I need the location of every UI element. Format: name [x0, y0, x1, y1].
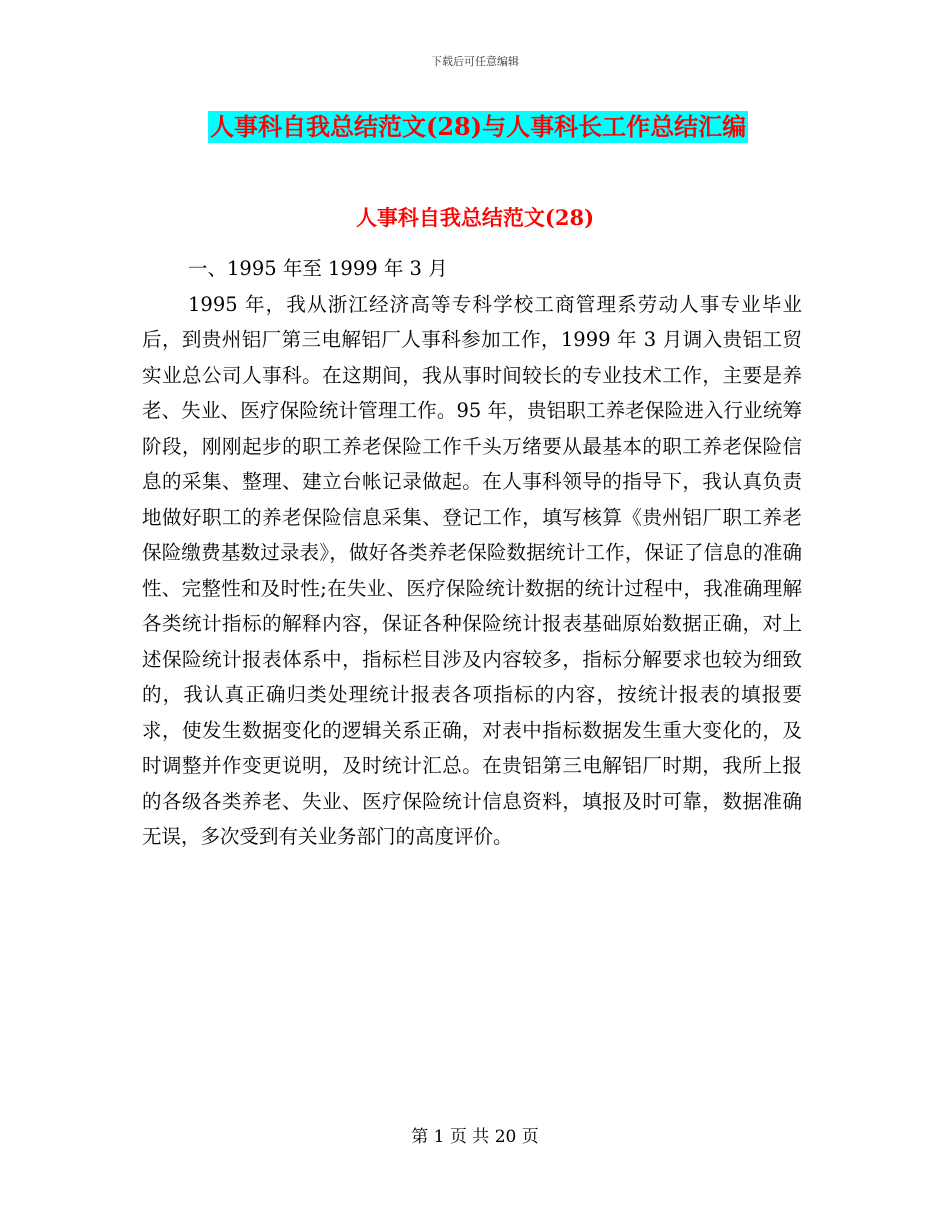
- document-body: [142, 251, 802, 855]
- page-header-note: 下载后可任意编辑: [431, 55, 519, 68]
- document-title: 人事科自我总结范文(28)与人事科长工作总结汇编: [210, 112, 747, 141]
- section-subheading: 一、1995 年至 1999 年 3 月: [188, 257, 448, 280]
- section-title: 人事科自我总结范文(28): [355, 205, 595, 230]
- page-number-footer: 第 1 页 共 20 页: [411, 1127, 539, 1147]
- body-paragraph: 1995 年，我从浙江经济高等专科学校工商管理系劳动人事专业毕业后，到贵州铝厂第三电解铝厂人事科参加工作，1999 年 3 月调入贵铝工贸实业总公司人事科。在这期间，我从事时间较长的专业技术工作，主要是养老、失业、医疗保险统计管理工作。95 年，贵铝职工养老保险进入行业统筹阶段，刚刚起步的职工养老保险工作千头万绪要从最基本的职工养老保险信息的采集、整理、建立台帐记录做起。在人事科领导的指导下，我认真负责地做好职工的养老保险信息采集、登记工作，填写核算《贵州铝厂职工养老保险缴费基数过录表》，做好各类养老保险数据统计工作，保证了信息的准确性、完整性和及时性;在失业、医疗保险统计数据的统计过程中，我准确理解各类统计指标的解释内容，保证各种保险统计报表基础原始数据正确，对上述保险统计报表体系中，指标栏目涉及内容较多，指标分解要求也较为细致的，我认真正确归类处理统计报表各项指标的内容，按统计报表的填报要求，使发生数据变化的逻辑关系正确，对表中指标数据发生重大变化的，及时调整并作变更说明，及时统计汇总。在贵铝第三电解铝厂时期，我所上报的各级各类养老、失业、医疗保险统计信息资料，填报及时可靠，数据准确无误，多次受到有关业务部门的高度评价。: [142, 292, 802, 848]
